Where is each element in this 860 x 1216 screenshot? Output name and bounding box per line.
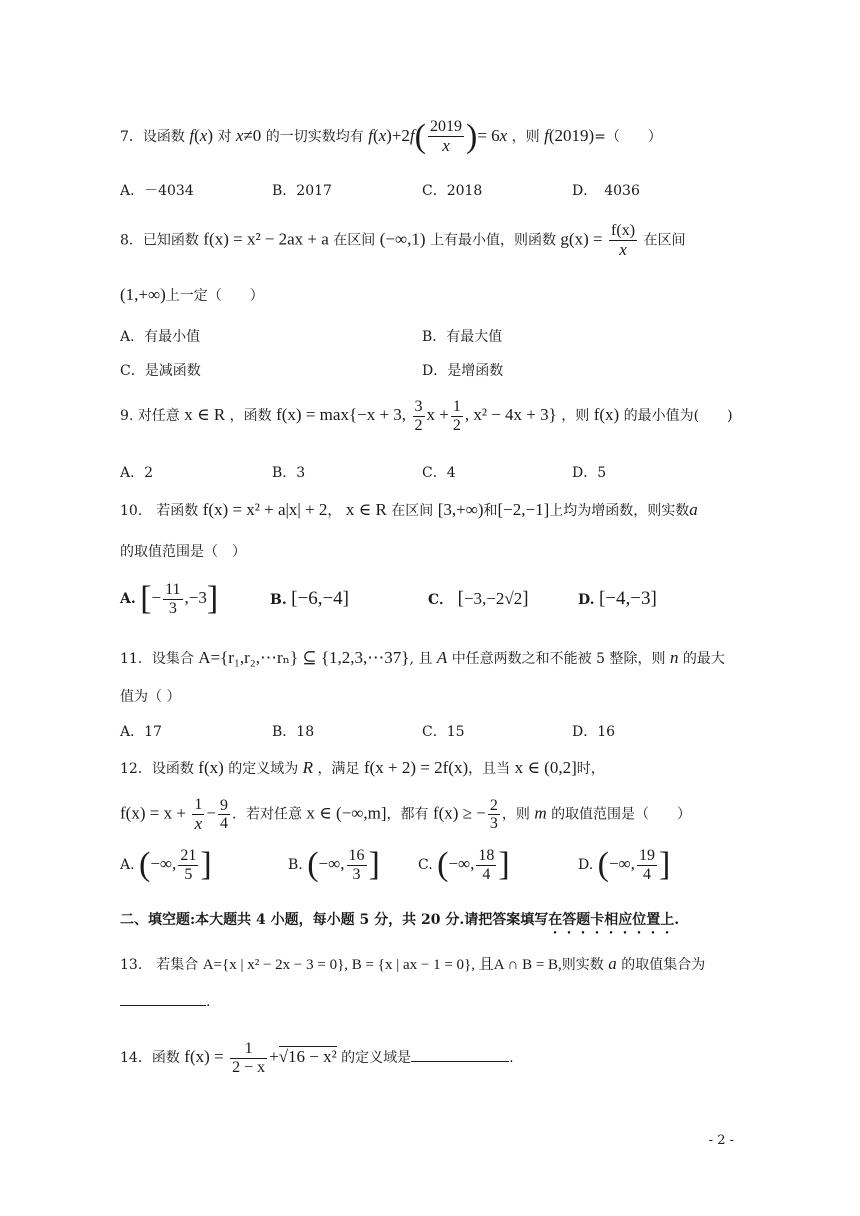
q9-xinr: x ∈ R xyxy=(184,405,226,425)
q7-f2019: (2019) xyxy=(548,126,595,145)
q9-fx: f(x) xyxy=(593,405,620,425)
q8-option-c[interactable]: C．是减函数 xyxy=(120,363,201,379)
q11-option-c[interactable]: C．15 xyxy=(422,724,465,740)
question-7 xyxy=(120,118,662,156)
q12-b-bracket: ] xyxy=(368,846,380,883)
q12-text: ，满足 xyxy=(317,761,360,777)
q12-l2c: x ∈ (−∞,m] xyxy=(306,803,387,823)
q12-b-den: 3 xyxy=(352,865,361,883)
question-8 xyxy=(120,222,685,259)
q14-frac-num: 1 xyxy=(230,1040,267,1059)
question-12 xyxy=(120,758,605,778)
q10-a: a xyxy=(689,500,698,519)
q10-a-fraction xyxy=(163,581,182,617)
q9-mid: x + xyxy=(426,405,449,425)
q9-option-a[interactable]: A．2 xyxy=(120,465,154,481)
q13-line-2 xyxy=(120,994,210,1010)
q12-text: 12．设函数 xyxy=(120,761,194,777)
q12-xin: x ∈ (0,2] xyxy=(514,758,577,777)
q9-frac2-den: 2 xyxy=(452,416,461,434)
q10-text: ， xyxy=(327,503,342,519)
q12-a-fraction xyxy=(178,847,198,883)
q10-text: 10. 若函数 xyxy=(120,503,199,519)
q12-option-b[interactable] xyxy=(288,846,380,884)
q14-plus: + xyxy=(269,1047,279,1067)
q8-g: g(x) = xyxy=(560,229,603,249)
q8-line-2 xyxy=(120,285,264,305)
q10-a-label: A. xyxy=(120,591,136,607)
q14-end: . xyxy=(509,1050,514,1067)
q9-frac2 xyxy=(451,398,463,434)
q9-text: ，函数 xyxy=(229,408,272,425)
q13-text: 13. 若集合 xyxy=(120,957,199,973)
q8-frac-den: x xyxy=(619,239,627,259)
q14-sqrt: √16 − x² xyxy=(278,1047,337,1067)
q12-a-num: 21 xyxy=(180,846,197,864)
q12-d-paren: ( xyxy=(597,846,609,883)
q12-frac1-den: x xyxy=(194,813,203,833)
question-11 xyxy=(120,648,725,668)
q12-m: m xyxy=(534,803,547,823)
q14-answer-blank[interactable] xyxy=(411,1061,509,1062)
q10-a-rest: ,−3 xyxy=(184,588,207,607)
q9-option-b[interactable]: B．3 xyxy=(272,465,306,481)
q12-c-den: 4 xyxy=(482,865,491,883)
q10-xinr: x ∈ R xyxy=(345,500,387,519)
q12-d-bracket: ] xyxy=(658,846,671,883)
q7-paren-close: ) xyxy=(465,118,478,155)
q12-frac3-den: 3 xyxy=(489,815,498,833)
q13-end: . xyxy=(206,994,211,1010)
q7-fx2-paren: (x) xyxy=(372,126,392,145)
q7-option-b[interactable]: B．2017 xyxy=(272,183,332,199)
q11-line-2: 值为（ ） xyxy=(120,689,181,705)
question-14 xyxy=(120,1040,514,1076)
q12-a-den: 5 xyxy=(184,865,193,883)
q11-n: n xyxy=(669,648,679,667)
q7-frac-den: x xyxy=(442,135,450,155)
q12-frac1-num: 1 xyxy=(194,796,203,813)
q8-option-b[interactable]: B．有最大值 xyxy=(422,329,503,345)
q9-frac1-num: 3 xyxy=(414,398,423,415)
q12-d-fraction xyxy=(637,847,657,883)
q12-frac2-den: 4 xyxy=(219,815,228,833)
q14-frac-den: 2 − x xyxy=(232,1058,266,1076)
q12-a-prefix: −∞, xyxy=(150,854,177,873)
q10-option-b[interactable] xyxy=(270,588,349,610)
q7-option-c[interactable]: C．2018 xyxy=(422,183,483,199)
q12-cond: f(x + 2) = 2f(x) xyxy=(363,758,469,777)
q12-l2e: f(x) ≥ − xyxy=(432,803,486,823)
q7-option-d[interactable]: D． 4036 xyxy=(572,183,640,199)
q12-frac1 xyxy=(192,796,204,833)
q8-text: 在区间 xyxy=(333,232,376,249)
q12-c-bracket: ] xyxy=(498,846,510,883)
q14-expr: f(x) = xyxy=(184,1047,224,1067)
q7-text: 的一切实数均有 xyxy=(265,129,364,145)
q12-text: ，都有 xyxy=(386,806,429,823)
q12-text: ．若对任意 xyxy=(231,806,302,823)
q12-text: ，则 xyxy=(501,806,530,823)
q8-text: 上有最小值，则函数 xyxy=(429,232,556,249)
q12-text: 时， xyxy=(576,761,605,777)
q11-text: 中任意两数之和不能被 5 整除，则 xyxy=(451,651,666,667)
q11-a: A xyxy=(436,648,448,667)
q12-c-prefix: −∞, xyxy=(448,854,475,873)
q9-text: 的最小值为( ) xyxy=(623,408,733,425)
q10-a-bracket-close: ] xyxy=(206,580,219,617)
q7-text: 7．设函数 xyxy=(120,129,185,145)
q10-b-value: [−6,−4] xyxy=(291,588,350,609)
q8-text: 8．已知函数 xyxy=(120,232,199,249)
q8-text: 在区间 xyxy=(643,232,686,249)
q8-text: 上一定（ ） xyxy=(165,288,264,304)
q9-text: 9. 对任意 xyxy=(120,408,180,425)
q12-a-paren: ( xyxy=(139,846,151,883)
q12-r: R xyxy=(302,758,314,777)
q14-text: 14．函数 xyxy=(120,1050,180,1067)
section-2-heading xyxy=(120,909,679,937)
q12-text: 的取值范围是（ ） xyxy=(551,806,692,823)
section-2-dotted: 在答题卡相应位置上 xyxy=(548,912,675,928)
q9-expr2: , x² − 4x + 3} xyxy=(464,405,557,425)
q7-f: f xyxy=(409,126,415,145)
q9-expr1: f(x) = max{−x + 3, xyxy=(276,405,407,425)
q10-option-d[interactable] xyxy=(578,588,657,610)
q8-frac-num: f(x) xyxy=(611,222,636,239)
q12-d-label: D. xyxy=(578,857,594,873)
q12-option-a[interactable] xyxy=(120,846,212,884)
q12-text: ，且当 xyxy=(468,761,511,777)
q10-expr: f(x) = x² + a|x| + 2 xyxy=(202,500,328,519)
q10-a-num: 11 xyxy=(165,580,181,598)
q7-fx: f xyxy=(189,126,195,145)
q7-cond: x xyxy=(235,126,244,145)
q7-text: =（ ） xyxy=(594,129,662,145)
q9-option-c[interactable]: C．4 xyxy=(422,465,456,481)
q12-frac2 xyxy=(218,797,230,833)
q7-f3: f xyxy=(544,126,549,145)
q10-b-label: B. xyxy=(270,592,287,608)
q9-text: ，则 xyxy=(561,408,590,425)
q10-text: 在区间 xyxy=(391,503,434,519)
q12-c-label: C. xyxy=(418,857,433,873)
q9-frac2-num: 1 xyxy=(452,398,461,415)
q12-line-2 xyxy=(120,796,691,833)
q12-frac2-num: 9 xyxy=(219,796,228,814)
q14-text: 的定义域是 xyxy=(341,1050,412,1067)
q10-text: 和 xyxy=(483,503,498,519)
q12-c-fraction xyxy=(476,847,496,883)
q7-x: x xyxy=(499,126,508,145)
q11-set: A={r₁,r₂,⋯rₙ} ⊆ {1,2,3,⋯37} xyxy=(198,648,410,667)
q7-eq: = 6 xyxy=(477,126,500,145)
q11-text: , 且 xyxy=(409,651,433,667)
q12-b-num: 16 xyxy=(348,846,365,864)
q7-paren-open: ( xyxy=(414,118,426,155)
q10-interval1: [3,+∞) xyxy=(437,500,484,519)
q10-a-minus: − xyxy=(151,588,162,607)
q10-text: 上均为增函数，则实数 xyxy=(549,503,690,519)
q12-text: 的定义域为 xyxy=(228,761,299,777)
q8-option-a[interactable]: A．有最小值 xyxy=(120,329,201,345)
q10-line-2: 的取值范围是（ ） xyxy=(120,544,246,560)
q12-a-label: A. xyxy=(120,857,135,873)
q13-text: 则实数 xyxy=(561,957,604,973)
question-13 xyxy=(120,953,705,974)
q11-text: 11．设集合 xyxy=(120,651,194,667)
q9-option-d[interactable]: D．5 xyxy=(572,465,607,481)
q12-fx: f(x) xyxy=(198,758,224,777)
q10-d-label: D. xyxy=(578,592,595,608)
q11-option-d[interactable]: D．16 xyxy=(572,724,616,740)
q7-neq: ≠0 xyxy=(243,126,262,145)
q11-option-a[interactable]: A．17 xyxy=(120,724,162,740)
q12-d-den: 4 xyxy=(642,865,651,883)
q9-frac1-den: 2 xyxy=(414,416,423,434)
q10-option-c[interactable]: C． [−3,−2√2] xyxy=(428,588,529,609)
q8-interval: (−∞,1) xyxy=(379,229,426,249)
q12-c-paren: ( xyxy=(437,846,449,883)
q12-l2a: f(x) = x + xyxy=(120,803,186,823)
q12-frac3 xyxy=(488,797,500,833)
q8-option-d[interactable]: D．是增函数 xyxy=(422,363,504,379)
q7-text: ，则 xyxy=(511,129,540,145)
q10-interval2: [−2,−1] xyxy=(497,500,550,519)
q8-fraction xyxy=(609,222,637,259)
q7-fx-paren: (x) xyxy=(194,126,213,145)
page-number: - 2 - xyxy=(708,1133,734,1148)
q9-frac1 xyxy=(413,398,425,434)
q12-b-fraction xyxy=(347,847,367,883)
q12-b-paren: ( xyxy=(307,846,319,883)
q10-option-a[interactable] xyxy=(120,580,218,618)
q7-frac-num: 2019 xyxy=(429,118,462,136)
q7-plus: +2 xyxy=(391,126,410,145)
q10-a-den: 3 xyxy=(168,599,177,617)
q12-d-num: 19 xyxy=(638,846,655,864)
q12-option-c[interactable] xyxy=(418,846,510,884)
section-2-title: 二、填空题:本大题共 4 小题，每小题 5 分，共 20 分.请把答案填写 xyxy=(120,912,549,928)
q13-set: A={x | x² − 2x − 3 = 0}, B = {x | ax − 1 = 0}, 且A ∩ B = B, xyxy=(202,957,562,973)
q7-fraction xyxy=(428,118,464,155)
q10-c-value: −3,−2√2 xyxy=(463,589,523,608)
question-9 xyxy=(120,398,733,434)
q7-text: 对 xyxy=(217,129,232,145)
q11-option-b[interactable]: B．18 xyxy=(272,724,315,740)
q10-c-label: C． xyxy=(428,592,454,608)
q7-option-a[interactable]: A．－4034 xyxy=(120,183,194,199)
q12-b-prefix: −∞, xyxy=(318,854,345,873)
q12-d-prefix: −∞, xyxy=(608,854,635,873)
q13-a: a xyxy=(608,954,617,973)
q10-d-value: [−4,−3] xyxy=(598,588,657,609)
q12-b-label: B. xyxy=(288,857,303,873)
q12-frac3-num: 2 xyxy=(489,796,498,814)
q8-expr: f(x) = x² − 2ax + a xyxy=(203,229,329,249)
q12-minus: − xyxy=(206,803,216,823)
q12-c-num: 18 xyxy=(478,846,495,864)
q11-text: 的最大 xyxy=(682,651,725,667)
q13-answer-blank[interactable] xyxy=(120,1005,206,1006)
q13-text: 的取值集合为 xyxy=(621,957,706,973)
q12-a-bracket: ] xyxy=(200,846,212,883)
q10-a-bracket-open: [ xyxy=(140,580,152,617)
q7-fx2: f xyxy=(368,126,373,145)
q12-option-d[interactable] xyxy=(578,846,670,884)
q14-fraction xyxy=(230,1040,267,1076)
q8-interval2: (1,+∞) xyxy=(120,285,166,304)
question-10 xyxy=(120,500,698,520)
section-2-end: . xyxy=(674,912,680,928)
